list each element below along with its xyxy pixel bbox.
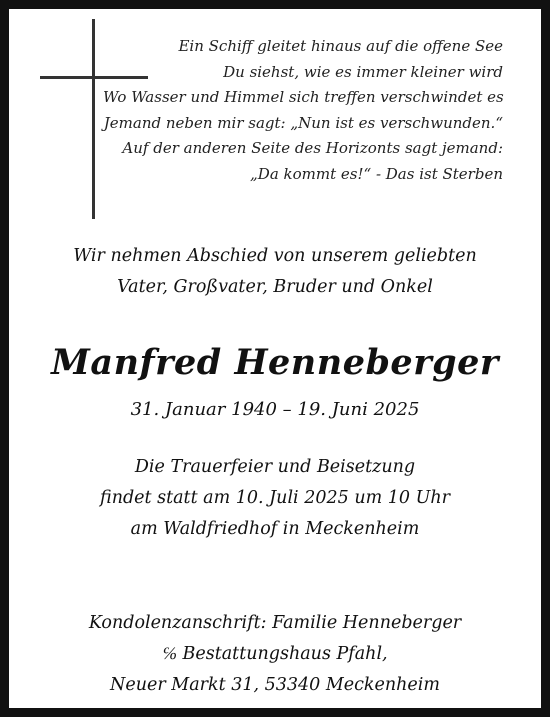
poem-line: „Da kommt es!“ - Das ist Sterben bbox=[250, 164, 503, 183]
cross-icon-vertical bbox=[92, 19, 95, 219]
condolence-line: Kondolenzanschrift: Familie Henneberger bbox=[88, 613, 462, 633]
farewell-intro bbox=[9, 241, 541, 303]
funeral-service-info bbox=[9, 452, 541, 545]
deceased-name: Manfred Henneberger bbox=[51, 342, 499, 383]
poem-line: Auf der anderen Seite des Horizonts sagt jemand: bbox=[122, 139, 503, 157]
poem bbox=[103, 34, 503, 187]
service-line: Die Trauerfeier und Beisetzung bbox=[134, 457, 416, 477]
poem-line: Ein Schiff gleitet hinaus auf die offene See bbox=[178, 37, 503, 55]
service-line: am Waldfriedhof in Meckenheim bbox=[130, 519, 420, 539]
poem-line: Du siehst, wie es immer kleiner wird bbox=[223, 62, 503, 81]
service-line: findet statt am 10. Juli 2025 um 10 Uhr bbox=[100, 488, 450, 508]
poem-line: Jemand neben mir sagt: „Nun ist es verschwunden.“ bbox=[103, 113, 503, 132]
intro-line: Vater, Großvater, Bruder und Onkel bbox=[117, 277, 433, 297]
poem-line: Wo Wasser und Himmel sich treffen verschwindet es bbox=[103, 88, 504, 106]
intro-line: Wir nehmen Abschied von unserem geliebten bbox=[73, 246, 477, 266]
condolence-line: ℅ Bestattungshaus Pfahl, bbox=[162, 644, 388, 664]
condolence-line: Neuer Markt 31, 53340 Meckenheim bbox=[110, 675, 440, 695]
life-dates: 31. Januar 1940 – 19. Juni 2025 bbox=[130, 399, 420, 420]
condolence-address bbox=[9, 608, 541, 701]
